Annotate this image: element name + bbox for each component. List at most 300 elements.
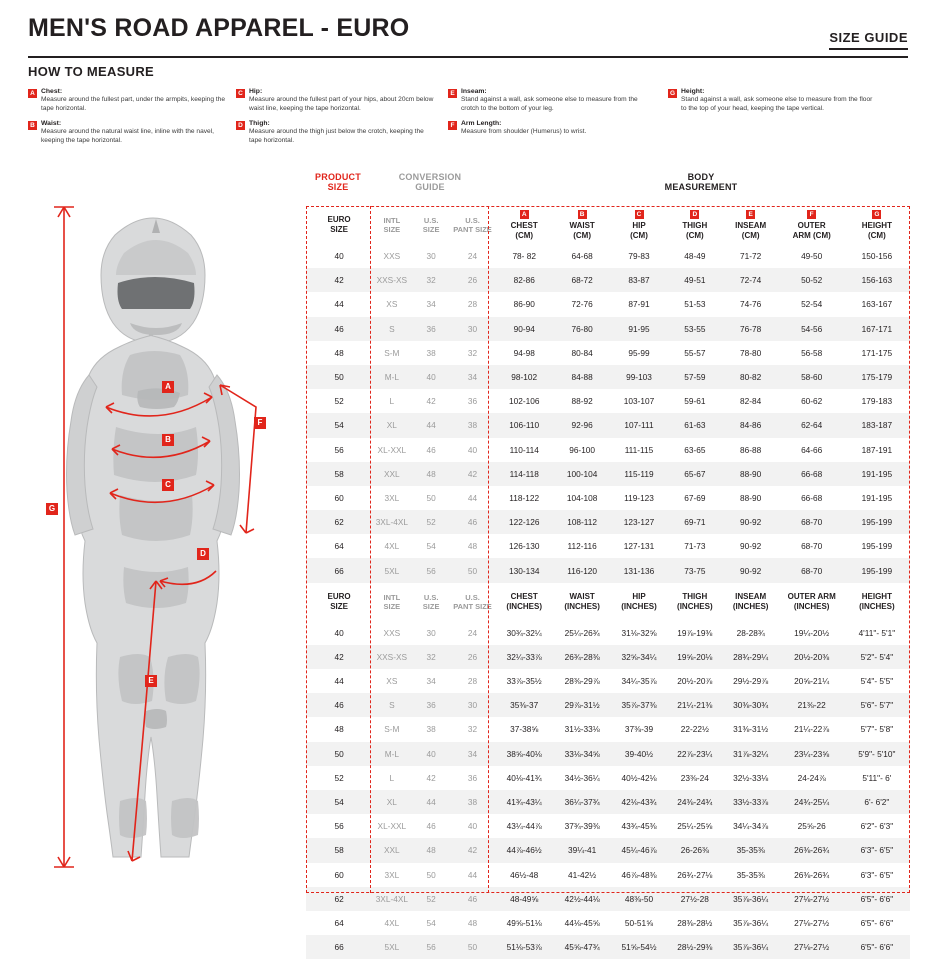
- table-cell: 79-83: [628, 251, 650, 262]
- table-cell: 64: [334, 541, 344, 552]
- table-cell: 28⅜-29⅞: [564, 676, 600, 687]
- table-cell: 26: [451, 645, 494, 669]
- table-cell: M-L: [372, 742, 411, 766]
- table-cell: 52-54: [801, 299, 823, 310]
- table-cell: 6'2"- 6'3": [860, 821, 894, 832]
- table-cell: 68-70: [801, 541, 823, 552]
- table-cell: 28½-29⅜: [668, 935, 722, 959]
- table-cell: 44⅞-46½: [494, 838, 554, 862]
- table-cell: 195-199: [861, 541, 893, 552]
- table-cell: XXL: [372, 462, 411, 486]
- table-cell: XL: [372, 413, 411, 437]
- table-cell: 51⅝-54½: [610, 935, 668, 959]
- table-cell: 195-199: [844, 558, 910, 582]
- table-cell: 20⅝-21¼: [794, 676, 830, 687]
- table-cell: 19⅝-20⅛: [668, 645, 722, 669]
- table-cell: 38: [451, 790, 494, 814]
- table-cell: 3XL: [384, 869, 400, 880]
- table-cell: 87-91: [628, 299, 650, 310]
- table-cell: 52: [411, 510, 450, 534]
- table-cell: 22-22½: [680, 724, 709, 735]
- mannequin-figure: [20, 195, 300, 885]
- table-cell: 35-35⅜: [722, 838, 780, 862]
- table-cell: 50: [426, 869, 436, 880]
- table-group-headers: [306, 172, 910, 206]
- table-cell: 40: [467, 821, 478, 832]
- table-cell: 100-104: [554, 462, 610, 486]
- table-cell: 36: [411, 693, 450, 717]
- table-cell: 68-70: [780, 510, 844, 534]
- table-row: [306, 341, 910, 365]
- table-cell: 54: [426, 541, 436, 552]
- table-cell: 54: [426, 917, 436, 928]
- table-cell: 50-51⅝: [624, 917, 654, 928]
- group-conversion-guide: [372, 172, 488, 193]
- table-cell: 5'4"- 5'5": [860, 676, 894, 687]
- tag-c-icon: C: [236, 89, 245, 98]
- table-cell: 72-76: [571, 299, 593, 310]
- th-outer-arm-in: OUTER ARM (INCHES): [787, 592, 836, 611]
- table-cell: 30: [451, 317, 494, 341]
- table-cell: 33⅞-35½: [506, 676, 542, 687]
- table-cell: 167-171: [844, 317, 910, 341]
- table-cell: 191-195: [844, 462, 910, 486]
- table-cell: 56: [411, 935, 450, 959]
- th-us-pant-size-in: U.S. PANT SIZE: [453, 592, 492, 611]
- figure-tag-f: F: [254, 417, 266, 429]
- table-cell: 86-88: [740, 444, 762, 455]
- table-cell: 42½-44⅛: [554, 887, 610, 911]
- table-cell: 58: [306, 838, 372, 862]
- how-to-measure-columns: [28, 88, 908, 148]
- table-cell: 88-90: [740, 492, 762, 503]
- table-cell: 42: [451, 838, 494, 862]
- table-cell: 163-167: [861, 299, 893, 310]
- table-cell: 175-179: [844, 365, 910, 389]
- figure-tag-g: G: [46, 503, 58, 515]
- table-row: [306, 742, 910, 766]
- table-row: [306, 766, 910, 790]
- table-cell: 68-72: [554, 268, 610, 292]
- size-table: [306, 206, 910, 959]
- table-cell: S: [372, 317, 411, 341]
- table-cell: 36: [467, 772, 478, 783]
- table-cell: 65-67: [668, 462, 722, 486]
- table-cell: 23⅜-24: [680, 772, 709, 783]
- th-inseam-in: INSEAM (INCHES): [732, 592, 769, 611]
- table-cell: 126-130: [508, 541, 540, 552]
- table-cell: 26: [451, 268, 494, 292]
- table-cell: 32: [467, 724, 478, 735]
- table-cell: 130-134: [494, 558, 554, 582]
- measure-column-1: [28, 88, 228, 151]
- table-cell: 28⅜-28½: [677, 917, 713, 928]
- table-cell: 24⅜-24¾: [668, 790, 722, 814]
- table-cell: 44: [467, 869, 478, 880]
- table-cell: 114-118: [494, 462, 554, 486]
- table-cell: 48-49: [684, 251, 706, 262]
- measure-item-thigh: [236, 120, 436, 146]
- th-outer-arm-cm: F OUTER ARM (CM): [792, 211, 831, 240]
- table-cell: 44⅛-45⅝: [564, 917, 600, 928]
- table-cell: 56: [334, 821, 344, 832]
- measure-column-4: [668, 88, 878, 120]
- table-cell: 66-68: [801, 492, 823, 503]
- measure-item-waist: [28, 120, 228, 146]
- table-cell: 24: [467, 627, 478, 638]
- measure-label: Chest:: [41, 88, 63, 95]
- table-cell: XS: [386, 676, 398, 687]
- table-cell: 3XL-4XL: [372, 510, 411, 534]
- table-cell: 26¾-28⅜: [554, 645, 610, 669]
- table-cell: 26⅜-26¾: [794, 869, 830, 880]
- table-cell: 104-108: [566, 492, 598, 503]
- table-cell: 86-90: [513, 299, 535, 310]
- table-cell: 82-86: [494, 268, 554, 292]
- measure-label: Inseam:: [461, 88, 487, 95]
- table-cell: 50: [426, 492, 436, 503]
- table-cell: 34: [451, 742, 494, 766]
- th-hip-in: HIP (INCHES): [621, 592, 657, 611]
- table-header-row-inches: [306, 583, 910, 621]
- table-cell: 25⅝-26: [797, 821, 826, 832]
- table-cell: 28: [467, 676, 478, 687]
- table-cell: XXS-XS: [372, 645, 411, 669]
- tag-e-icon: E: [746, 210, 755, 219]
- table-cell: 52: [411, 887, 450, 911]
- table-cell: 31⅜-31½: [733, 724, 769, 735]
- table-cell: 187-191: [861, 444, 893, 455]
- measure-label: Hip:: [249, 88, 263, 95]
- table-cell: 6'- 6'2": [844, 790, 910, 814]
- tag-a-icon: A: [28, 89, 37, 98]
- table-cell: XXL: [372, 838, 411, 862]
- th-thigh-cm: D THIGH (CM): [682, 211, 708, 240]
- table-cell: 20½-20⅞: [677, 676, 713, 687]
- table-cell: 26¾-27⅛: [677, 869, 713, 880]
- table-cell: 110-114: [509, 444, 539, 455]
- th-thigh-in: THIGH (INCHES): [677, 592, 713, 611]
- table-cell: 59-61: [684, 396, 706, 407]
- table-cell: 66: [306, 558, 372, 582]
- table-row: [306, 365, 910, 389]
- th-intl-size-cm: INTL SIZE: [383, 216, 401, 234]
- table-body-cm: [306, 244, 910, 583]
- table-cell: 33½-33⅞: [722, 790, 780, 814]
- table-cell: 60-62: [801, 396, 823, 407]
- table-cell: XS: [386, 299, 398, 310]
- table-cell: 80-82: [722, 365, 780, 389]
- table-cell: 60: [334, 869, 344, 880]
- table-cell: 156-163: [844, 268, 910, 292]
- tag-f-icon: F: [807, 210, 816, 219]
- figure-tag-c: C: [162, 479, 174, 491]
- table-cell: 50: [451, 935, 494, 959]
- table-cell: 108-112: [554, 510, 610, 534]
- table-cell: M-L: [372, 365, 411, 389]
- th-height-cm: G HEIGHT (CM): [861, 211, 892, 240]
- table-cell: 38: [426, 347, 436, 358]
- table-cell: 67-69: [684, 492, 706, 503]
- table-cell: 40: [334, 627, 344, 638]
- table-cell: 37⅜-39: [624, 724, 654, 735]
- table-cell: 95-99: [628, 347, 650, 358]
- table-cell: 42⅛-43¾: [610, 790, 668, 814]
- table-cell: 32: [467, 347, 478, 358]
- table-cell: XXS: [383, 627, 401, 638]
- table-cell: 27½-28: [668, 887, 722, 911]
- table-cell: 44: [411, 790, 450, 814]
- table-cell: 21¼-21⅜: [668, 693, 722, 717]
- table-cell: S: [372, 693, 411, 717]
- table-cell: 123-127: [610, 510, 668, 534]
- table-cell: 88-92: [571, 396, 593, 407]
- table-cell: 40½-42⅛: [621, 772, 657, 783]
- table-row: [306, 814, 910, 838]
- table-row: [306, 717, 910, 741]
- table-cell: 62: [306, 510, 372, 534]
- table-cell: 74-76: [740, 299, 762, 310]
- table-dashed-divider-1: [370, 206, 371, 893]
- group-product-size: [306, 172, 370, 193]
- table-cell: 28: [467, 299, 478, 310]
- table-cell: 46: [306, 693, 372, 717]
- measure-text: Stand against a wall, ask someone else to measure from the crotch to the bottom of your leg.: [461, 96, 638, 113]
- table-cell: 37¾-39⅜: [564, 821, 600, 832]
- measure-label: Arm Length:: [461, 119, 502, 127]
- figure-tag-e: E: [145, 675, 157, 687]
- table-cell: 69-71: [668, 510, 722, 534]
- table-cell: 31⅞-32¼: [722, 742, 780, 766]
- table-cell: 56: [334, 444, 344, 455]
- table-cell: 3XL: [384, 492, 400, 503]
- table-cell: 23¼-23⅝: [780, 742, 844, 766]
- measure-text: Measure from shoulder (Humerus) to wrist.: [461, 128, 587, 136]
- measure-text: Stand against a wall, ask someone else to measure from the floor to the top of your head, keeping the tape vertical.: [681, 96, 873, 113]
- table-cell: 68-70: [780, 558, 844, 582]
- table-cell: 54: [306, 790, 372, 814]
- table-cell: 34½-36¼: [564, 772, 600, 783]
- table-cell: 42: [426, 772, 436, 783]
- table-row: [306, 838, 910, 862]
- page-header: [28, 14, 908, 43]
- table-cell: 61-63: [668, 413, 722, 437]
- table-cell: 57-59: [668, 365, 722, 389]
- th-euro-size-cm: EURO SIZE: [327, 215, 351, 234]
- table-row: [306, 558, 910, 582]
- table-cell: 35⅞-36¼: [722, 935, 780, 959]
- table-cell: 46: [426, 444, 436, 455]
- table-cell: 50: [306, 742, 372, 766]
- th-waist-in: WAIST (INCHES): [564, 592, 600, 611]
- measure-column-2: [236, 88, 436, 151]
- th-waist-cm: B WAIST (CM): [569, 211, 595, 240]
- table-cell: 35⅞-36¼: [733, 917, 769, 928]
- table-cell: 72-74: [722, 268, 780, 292]
- figure-tag-a: A: [162, 381, 174, 393]
- measure-item-arm-length: [448, 120, 648, 137]
- table-cell: 42: [306, 645, 372, 669]
- table-cell: 84-86: [722, 413, 780, 437]
- table-cell: 179-183: [861, 396, 893, 407]
- table-cell: 19¼-20½: [794, 627, 830, 638]
- table-cell: 42: [426, 396, 436, 407]
- table-cell: 35⅞-37⅜: [610, 693, 668, 717]
- table-cell: 80-84: [571, 347, 593, 358]
- tag-b-icon: B: [28, 121, 37, 130]
- table-body-inches: [306, 621, 910, 959]
- table-cell: 37-38⅝: [510, 724, 539, 735]
- table-cell: XXS-XS: [372, 268, 411, 292]
- measure-label: Waist:: [41, 119, 62, 127]
- table-cell: 5'7"- 5'8": [860, 724, 894, 735]
- th-euro-size-in: EURO SIZE: [327, 592, 351, 611]
- table-cell: 102-106: [508, 396, 540, 407]
- table-cell: 107-111: [610, 413, 668, 437]
- table-cell: 51-53: [684, 299, 706, 310]
- group-conversion-line1: CONVERSION: [398, 172, 462, 182]
- table-cell: 49-51: [668, 268, 722, 292]
- table-cell: 24-24⅞: [797, 772, 826, 783]
- table-row: [306, 413, 910, 437]
- table-cell: 55-57: [684, 347, 706, 358]
- table-cell: 90-92: [722, 558, 780, 582]
- table-cell: XL: [372, 790, 411, 814]
- figure-tag-d: D: [197, 548, 209, 560]
- table-cell: 39-40½: [610, 742, 668, 766]
- th-us-pant-size-cm: U.S. PANT SIZE: [453, 216, 492, 234]
- table-cell: 36¼-37¾: [554, 790, 610, 814]
- table-row: [306, 510, 910, 534]
- measure-text: Measure around the fullest part, under the armpits, keeping the tape horizontal.: [41, 96, 226, 113]
- table-cell: 34¼-35⅞: [621, 676, 657, 687]
- table-cell: 41-42½: [568, 869, 597, 880]
- table-cell: 44: [467, 492, 478, 503]
- table-cell: 90-92: [740, 541, 762, 552]
- table-cell: 5'6"- 5'7": [844, 693, 910, 717]
- table-cell: 28¾-29¼: [722, 645, 780, 669]
- table-cell: 22⅞-23¼: [668, 742, 722, 766]
- table-cell: 91-95: [610, 317, 668, 341]
- table-cell: 32: [411, 268, 450, 292]
- table-cell: 46: [451, 887, 494, 911]
- table-cell: S-M: [384, 347, 400, 358]
- table-cell: 46: [306, 317, 372, 341]
- table-cell: 4XL: [384, 917, 400, 928]
- table-cell: 44: [411, 413, 450, 437]
- table-cell: L: [389, 396, 395, 407]
- table-row: [306, 645, 910, 669]
- table-cell: 30: [426, 627, 436, 638]
- table-cell: 43¼-44⅞: [506, 821, 542, 832]
- table-cell: 5'9"- 5'10": [844, 742, 910, 766]
- table-cell: 36: [411, 317, 450, 341]
- table-cell: 38: [451, 413, 494, 437]
- table-cell: 50: [451, 558, 494, 582]
- table-cell: 27⅛-27½: [794, 917, 830, 928]
- table-cell: 48: [411, 838, 450, 862]
- table-cell: 48⅜-50: [610, 887, 668, 911]
- th-intl-size-in: INTL SIZE: [383, 592, 401, 611]
- table-cell: 26-26⅜: [668, 838, 722, 862]
- table-cell: 31½-33⅛: [564, 724, 600, 735]
- table-cell: 27⅛-27½: [780, 887, 844, 911]
- table-cell: 34: [426, 299, 436, 310]
- table-cell: 42: [306, 268, 372, 292]
- table-row: [306, 935, 910, 959]
- table-cell: 43¾-45⅜: [621, 821, 657, 832]
- table-cell: 112-116: [567, 541, 597, 552]
- measure-item-height: [668, 88, 878, 114]
- table-cell: 46½-48: [510, 869, 539, 880]
- table-cell: 44: [334, 299, 344, 310]
- table-cell: 21⅜-22: [780, 693, 844, 717]
- tag-f-icon: F: [448, 121, 457, 130]
- table-cell: XL-XXL: [377, 444, 407, 455]
- group-body-line1: BODY: [687, 172, 715, 182]
- table-cell: 62-64: [780, 413, 844, 437]
- table-cell: 49⅝-51⅛: [506, 917, 542, 928]
- table-cell: 34: [426, 676, 436, 687]
- table-cell: 116-120: [554, 558, 610, 582]
- table-dashed-divider-2: [488, 206, 489, 893]
- table-cell: 127-131: [623, 541, 655, 552]
- tag-a-icon: A: [520, 210, 529, 219]
- table-cell: 51⅛-53⅞: [494, 935, 554, 959]
- table-header-row-cm: [306, 206, 910, 244]
- table-cell: 48-49⅝: [494, 887, 554, 911]
- table-cell: 66-68: [780, 462, 844, 486]
- table-cell: 94-98: [513, 347, 535, 358]
- table-cell: 64-66: [801, 444, 823, 455]
- table-row: [306, 863, 910, 887]
- table-cell: 45⅝-47¾: [554, 935, 610, 959]
- th-us-size-cm: U.S. SIZE: [422, 216, 440, 234]
- table-cell: 60: [334, 492, 344, 503]
- table-cell: XXS: [383, 251, 401, 262]
- table-cell: 83-87: [610, 268, 668, 292]
- figure-tag-b: B: [162, 434, 174, 446]
- table-cell: 49-50: [801, 251, 823, 262]
- table-cell: 48: [467, 917, 478, 928]
- table-cell: 46⅞-48⅜: [621, 869, 657, 880]
- table-cell: 36: [467, 396, 478, 407]
- table-cell: 52: [334, 772, 344, 783]
- size-table-wrapper: [306, 172, 910, 959]
- table-cell: 84-88: [554, 365, 610, 389]
- measure-item-chest: [28, 88, 228, 114]
- table-cell: 25¼-26¾: [564, 627, 600, 638]
- th-inseam-cm: E INSEAM (CM): [735, 211, 767, 240]
- table-row: [306, 244, 910, 268]
- table-cell: 32: [411, 645, 450, 669]
- table-cell: 52: [334, 396, 344, 407]
- table-cell: 44: [334, 676, 344, 687]
- header-rule: [28, 56, 908, 58]
- table-cell: 25¼-25⅝: [677, 821, 713, 832]
- table-cell: 39¼-41: [554, 838, 610, 862]
- table-cell: XL-XXL: [377, 821, 407, 832]
- th-hip-cm: C HIP (CM): [630, 211, 648, 240]
- table-cell: 88-90: [722, 462, 780, 486]
- table-cell: 46: [426, 821, 436, 832]
- mannequin-illustration: [20, 195, 300, 885]
- table-cell: 38⅝-40⅛: [494, 742, 554, 766]
- measure-text: Measure around the thigh just below the crotch, keeping the tape horizontal.: [249, 128, 424, 144]
- table-cell: 92-96: [554, 413, 610, 437]
- table-cell: 27⅛-27½: [780, 935, 844, 959]
- table-cell: 48: [334, 724, 344, 735]
